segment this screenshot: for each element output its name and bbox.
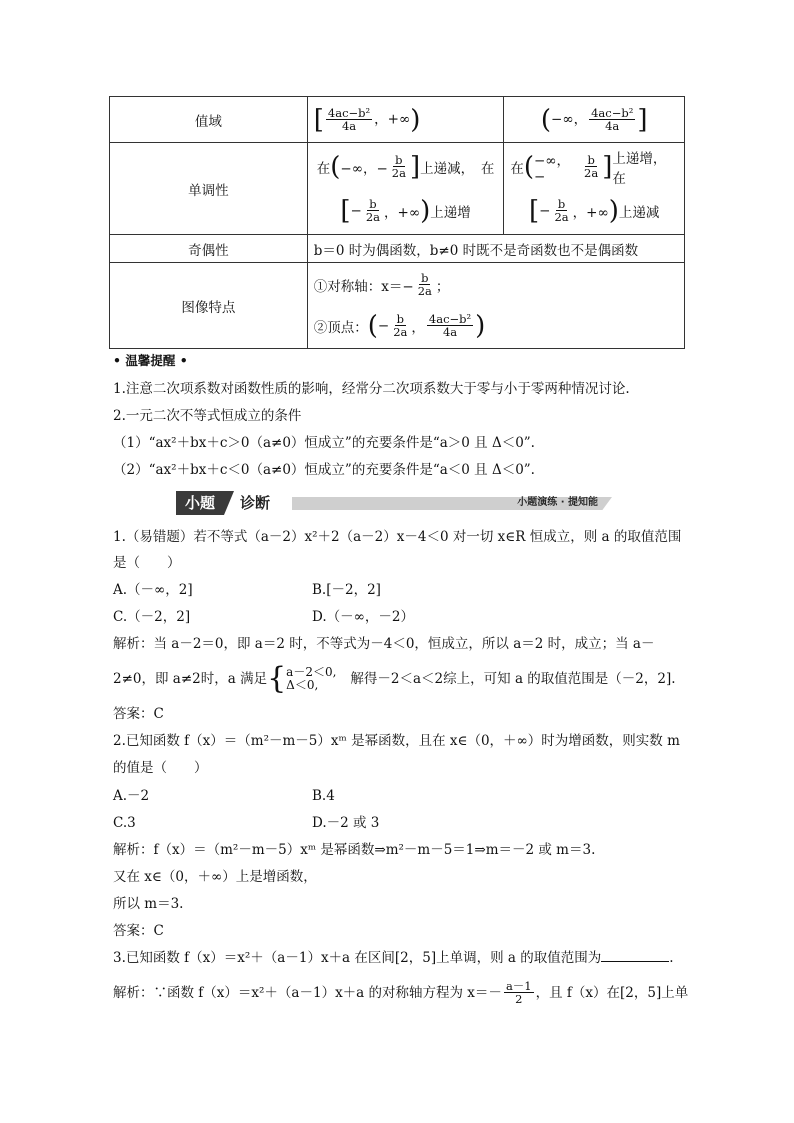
row-label: 值域 xyxy=(110,97,308,143)
question-1-stem: 是（ ） xyxy=(113,555,181,571)
table-row xyxy=(110,97,685,143)
graph-features-cell: ①对称轴：x＝− $\frac{b}{2a}$ ； ②顶点： ( − $\frac{b}{2a}$ ， $\frac{\text{4ac−b²}}{4a}$ ) xyxy=(307,263,684,349)
solution-line: 解析：f（x）＝（m²－m－5）xᵐ 是幂函数⇒m²－m－5＝1⇒m＝－2 或 m＝3. xyxy=(113,842,596,858)
range-cell-a-positive: [ $\frac{\text{4ac−b²}}{4a}$ ，+∞) xyxy=(307,97,504,143)
answer-line: 答案：C xyxy=(113,923,164,939)
option-c: C.3 xyxy=(113,815,136,831)
monotonicity-cell-a-negative: 在 ( −∞，− $\frac{b}{2a}$ ] 上递增，在 [ − $\frac{b}{2a}$ ，+∞ ) 上递减 xyxy=(504,143,685,235)
solution-line: 解析：当 a－2＝0，即 a＝2 时，不等式为－4＜0，恒成立，所以 a＝2 时，成立；当 a－ xyxy=(113,636,655,652)
tip-line: （2）“ax²＋bx＋c＜0（a≠0）恒成立”的充要条件是“a＜0 且 Δ＜0”. xyxy=(113,462,535,478)
tips-heading: • 温馨提醒 • xyxy=(113,353,188,368)
option-c: C.（－2，2] xyxy=(113,609,191,625)
row-label: 图像特点 xyxy=(110,263,308,349)
option-d: D.（－∞，－2） xyxy=(312,609,414,625)
equation-system: { a－2＜0, Δ＜0, xyxy=(267,661,337,696)
solution-line: 2≠0，即 a≠2时，a 满足 { a－2＜0, Δ＜0, 解得－2＜a＜2综上，可知 a 的取值范围是（－2，2]. xyxy=(113,661,676,696)
tip-line: （1）“ax²＋bx＋c＞0（a≠0）恒成立”的充要条件是“a＞0 且 Δ＜0”. xyxy=(113,435,535,451)
table-row xyxy=(110,235,685,263)
banner-label: 小题 xyxy=(176,491,224,515)
question-2-stem: 2.已知函数 f（x）＝（m²－m－5）xᵐ 是幂函数，且在 x∈（0，＋∞）时为增函数，则实数 m xyxy=(113,733,680,749)
tip-line: 2.一元二次不等式恒成立的条件 xyxy=(113,408,302,424)
question-1-stem: 1.（易错题）若不等式（a－2）x²＋2（a－2）x－4＜0 对一切 x∈R 恒成立，则 a 的取值范围 xyxy=(113,529,682,545)
solution-line: 所以 m＝3. xyxy=(113,896,184,912)
table-row xyxy=(110,263,685,349)
answer-line: 答案：C xyxy=(113,706,164,722)
table-row xyxy=(110,143,685,235)
question-3-stem: 3.已知函数 f（x）＝x²＋（a－1）x＋a 在区间[2，5]上单调，则 a 的取值范围为 . xyxy=(113,950,674,966)
option-b: B.4 xyxy=(312,788,335,804)
banner-slash xyxy=(224,491,234,515)
row-label: 单调性 xyxy=(110,143,308,235)
solution-line: 解析：∵函数 f（x）＝x²＋（a－1）x＋a 的对称轴方程为 x＝－ $\frac{a-1}{2}$ ，且 f（x）在[2，5]上单 xyxy=(113,979,689,1007)
monotonicity-cell-a-positive: 在 ( −∞，− $\frac{b}{2a}$ ] 上递减， 在 [ − $\frac{b}{2a}$ ，+∞ ) 上递增 xyxy=(307,143,504,235)
option-a: A.（－∞，2] xyxy=(113,582,193,598)
banner-subtitle: 小题演练 · 提知能 xyxy=(517,497,598,508)
parity-cell: b＝0 时为偶函数，b≠0 时既不是奇函数也不是偶函数 xyxy=(307,235,684,263)
section-banner xyxy=(176,491,616,515)
option-a: A.－2 xyxy=(113,788,150,804)
range-cell-a-negative: (−∞， $\frac{\text{4ac−b²}}{4a}$ ] xyxy=(504,97,685,143)
tip-line: 1.注意二次项系数对函数性质的影响，经常分二次项系数大于零与小于零两种情况讨论. xyxy=(113,381,630,397)
question-2-stem: 的值是（ ） xyxy=(113,760,208,776)
function-properties-table xyxy=(109,96,685,349)
banner-title: 诊断 xyxy=(240,494,271,512)
option-b: B.[－2，2] xyxy=(312,582,381,598)
option-d: D.－2 或 3 xyxy=(312,815,380,831)
answer-blank xyxy=(601,949,669,962)
row-label: 奇偶性 xyxy=(110,235,308,263)
solution-line: 又在 x∈（0，＋∞）上是增函数， xyxy=(113,869,317,885)
